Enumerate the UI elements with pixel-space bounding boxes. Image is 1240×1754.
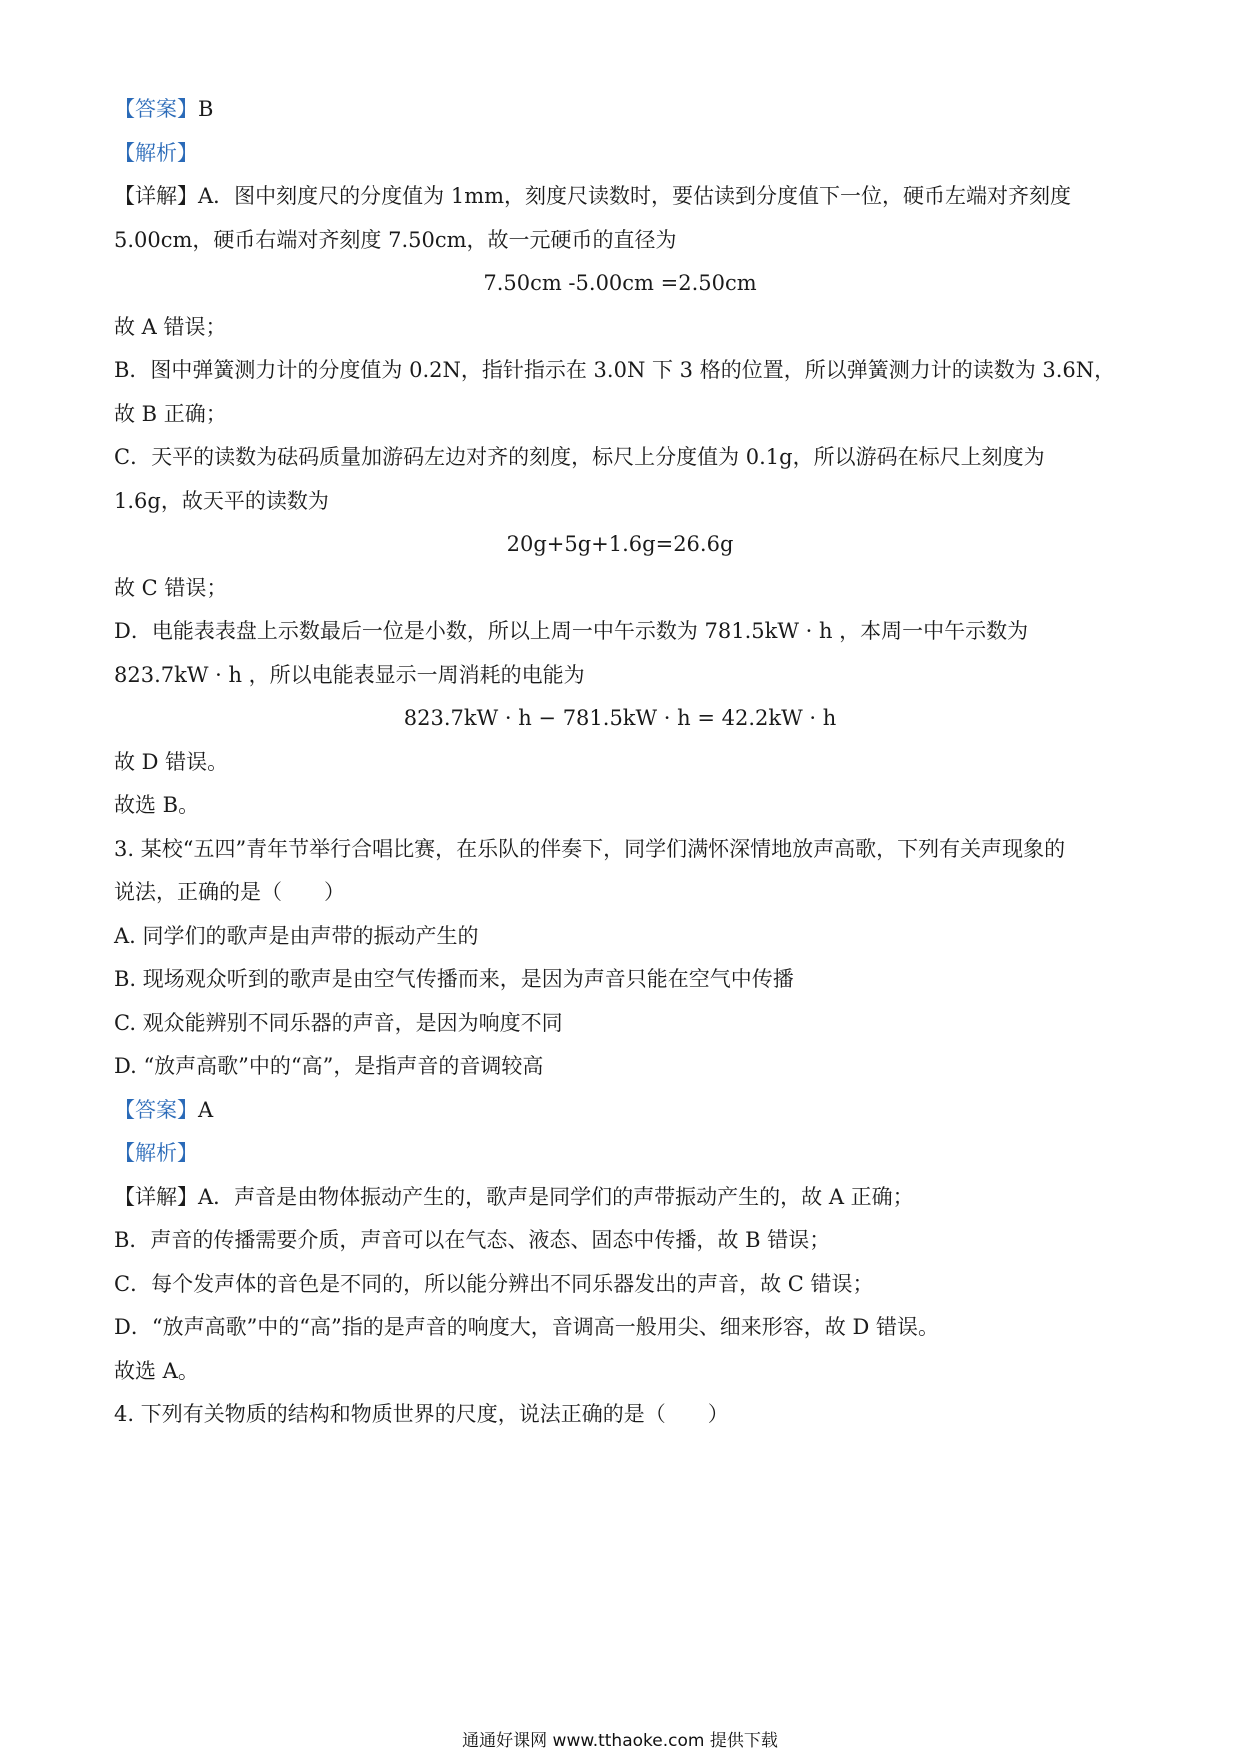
answer-line (114, 95, 213, 123)
answer-value: B (198, 97, 214, 121)
detail-line: D．电能表表盘上示数最后一位是小数，所以上周一中午示数为 781.5kW · h ，本周一中午示数为 (114, 619, 1029, 643)
detail-line: 故 D 错误。 (114, 750, 229, 774)
detail-prefix: 【详解】 (114, 1185, 198, 1209)
detail-line: 故 C 错误； (114, 576, 228, 600)
option-d: D. “放声高歌”中的“高”，是指声音的音调较高 (114, 1054, 544, 1078)
detail-prefix: 【详解】 (114, 184, 198, 208)
detail-line: 823.7kW · h ，所以电能表显示一周消耗的电能为 (114, 663, 585, 687)
equation: 20g+5g+1.6g=26.6g (506, 532, 734, 556)
answer-line (114, 1096, 213, 1124)
detail-line: C．天平的读数为砝码质量加游码左边对齐的刻度，标尺上分度值为 0.1g，所以游码在标尺上刻度为 (114, 445, 1045, 469)
detail-line: C．每个发声体的音色是不同的，所以能分辨出不同乐器发出的声音，故 C 错误； (114, 1272, 874, 1296)
detail-line: B．声音的传播需要介质，声音可以在气态、液态、固态中传播，故 B 错误； (114, 1228, 831, 1252)
answer-value: A (198, 1098, 214, 1122)
question-stem: 3. 某校“五四”青年节举行合唱比赛，在乐队的伴奏下，同学们满怀深情地放声高歌，下列有关声现象的 (114, 837, 1066, 861)
detail-text: A．图中刻度尺的分度值为 1mm，刻度尺读数时，要估读到分度值下一位，硬币左端对齐刻度 (198, 184, 1072, 208)
analysis-tag: 【解析】 (114, 141, 198, 165)
detail-line: D．“放声高歌”中的“高”指的是声音的响度大，音调高一般用尖、细来形容，故 D 错误。 (114, 1315, 939, 1339)
option-a: A. 同学们的歌声是由声带的振动产生的 (114, 924, 479, 948)
detail-line: B．图中弹簧测力计的分度值为 0.2N，指针指示在 3.0N 下 3 格的位置，所以弹簧测力计的读数为 3.6N， (114, 358, 1116, 382)
detail-line: 1.6g，故天平的读数为 (114, 489, 329, 513)
question-stem: 说法，正确的是（ ） (114, 880, 345, 904)
equation: 823.7kW · h − 781.5kW · h = 42.2kW · h (403, 706, 837, 730)
answer-tag: 【答案】 (114, 97, 198, 121)
equation: 7.50cm -5.00cm =2.50cm (483, 271, 757, 295)
detail-line: 故 B 正确； (114, 402, 227, 426)
detail-text: A．声音是由物体振动产生的，歌声是同学们的声带振动产生的，故 A 正确； (198, 1185, 914, 1209)
detail-line: 5.00cm，硬币右端对齐刻度 7.50cm，故一元硬币的直径为 (114, 228, 677, 252)
detail-line (114, 182, 1071, 210)
detail-line: 故选 A。 (114, 1359, 199, 1383)
analysis-tag: 【解析】 (114, 1141, 198, 1165)
page-footer: 通通好课网 www.tthaoke.com 提供下载 (462, 1731, 778, 1751)
detail-line: 故 A 错误； (114, 315, 227, 339)
detail-line (114, 1183, 914, 1211)
detail-line: 故选 B。 (114, 793, 200, 817)
answer-tag: 【答案】 (114, 1098, 198, 1122)
option-b: B. 现场观众听到的歌声是由空气传播而来，是因为声音只能在空气中传播 (114, 967, 794, 991)
question-stem: 4. 下列有关物质的结构和物质世界的尺度，说法正确的是（ ） (114, 1402, 729, 1426)
option-c: C. 观众能辨别不同乐器的声音，是因为响度不同 (114, 1011, 563, 1035)
